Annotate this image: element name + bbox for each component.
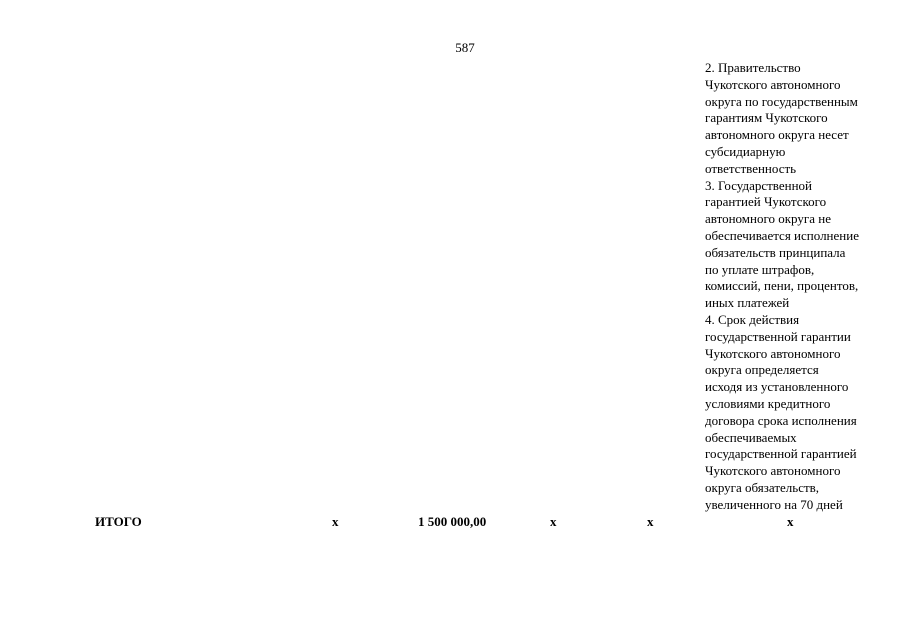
conditions-line: государственной гарантии: [705, 328, 851, 344]
conditions-line: условиями кредитного: [705, 395, 831, 411]
conditions-line: автономного округа несет: [705, 127, 849, 143]
conditions-line: субсидиарную: [705, 143, 786, 159]
conditions-line: обязательств принципала: [705, 244, 846, 260]
conditions-line: Чукотского автономного: [705, 463, 841, 479]
conditions-line: увеличенного на 70 дней: [705, 496, 843, 512]
conditions-line: по уплате штрафов,: [705, 261, 815, 277]
conditions-line: государственной гарантией: [705, 446, 857, 462]
conditions-line: 2. Правительство: [705, 60, 801, 75]
conditions-line: договора срока исполнения: [705, 412, 857, 428]
conditions-line: округа по государственным: [705, 93, 858, 109]
total-cell-not-applicable: x: [332, 514, 339, 529]
conditions-line: исходя из установленного: [705, 379, 849, 395]
page-number: 587: [455, 40, 475, 55]
total-cell-not-applicable: x: [787, 514, 794, 529]
conditions-line: обеспечиваемых: [705, 429, 797, 445]
conditions-line: автономного округа не: [705, 211, 831, 227]
conditions-line: округа обязательств,: [705, 479, 820, 495]
total-amount: 1 500 000,00: [418, 514, 487, 529]
conditions-line: комиссий, пени, процентов,: [705, 278, 859, 294]
conditions-line: гарантией Чукотского: [705, 194, 827, 210]
conditions-line: гарантиям Чукотского: [705, 110, 828, 126]
conditions-line: 4. Срок действия: [705, 311, 800, 327]
total-cell-not-applicable: x: [647, 514, 654, 529]
conditions-line: 3. Государственной: [705, 177, 813, 193]
conditions-line: Чукотского автономного: [705, 76, 841, 92]
conditions-line: Чукотского автономного: [705, 345, 841, 361]
total-cell-not-applicable: x: [550, 514, 557, 529]
total-label: ИТОГО: [95, 514, 142, 529]
total-row: [0, 513, 905, 531]
conditions-line: обеспечивается исполнение: [705, 227, 859, 243]
guarantee-conditions-text: [705, 60, 890, 514]
conditions-line: иных платежей: [705, 295, 790, 311]
conditions-line: ответственность: [705, 160, 797, 176]
conditions-line: округа определяется: [705, 362, 819, 378]
